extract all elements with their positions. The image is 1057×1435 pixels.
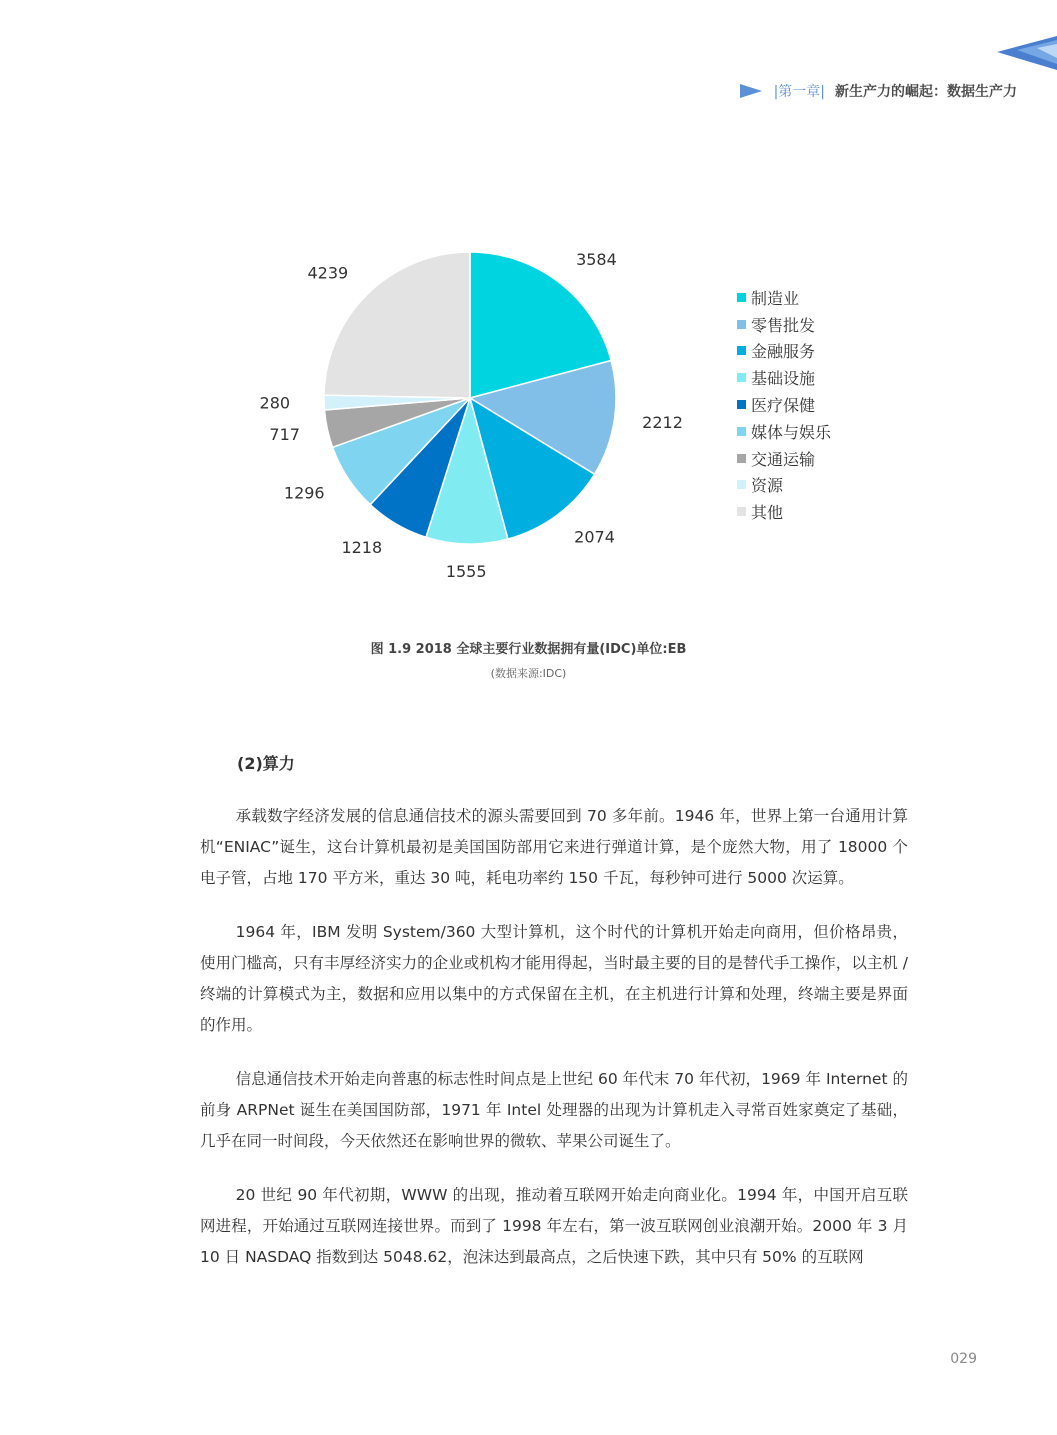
legend-swatch: [737, 400, 746, 409]
corner-decoration: [997, 36, 1057, 72]
pie-chart: [260, 230, 720, 590]
data-label: 717: [269, 424, 300, 444]
data-label: 3584: [576, 250, 617, 270]
legend-item: [737, 338, 831, 365]
page-number: 029: [950, 1351, 977, 1367]
legend-swatch: [737, 454, 746, 463]
section-heading: (2)算力: [237, 754, 295, 773]
page-header: [740, 80, 1017, 102]
chapter-title: 新生产力的崛起：数据生产力: [835, 84, 1017, 100]
data-label: 1218: [341, 538, 383, 558]
paragraph-3: 信息通信技术开始走向普惠的标志性时间点是上世纪 60 年代末 70 年代初，1969 年 Internet 的前身 ARPNet 诞生在美国国防部，1971 年 Intel 处理器的出现为计算机走入寻常百姓家奠定了基础，几乎在同一时间段，今天依然还在影响世界的微软、苹果公司诞生了。: [200, 1070, 908, 1150]
legend-item: [737, 311, 831, 338]
chapter-label: |第一章|: [773, 84, 825, 100]
legend-label: 基础设施: [751, 369, 816, 389]
data-label: 4239: [307, 263, 349, 283]
legend-swatch: [737, 293, 746, 302]
legend-swatch: [737, 480, 746, 489]
data-label: 2212: [642, 413, 683, 433]
figure-caption: 图 1.9 2018 全球主要行业数据拥有量(IDC)单位:EB: [370, 642, 687, 657]
legend-item: [737, 498, 831, 525]
legend-item: [737, 391, 831, 418]
data-label: 280: [260, 393, 291, 413]
legend-label: 媒体与娱乐: [751, 422, 832, 442]
paragraph-1: 承载数字经济发展的信息通信技术的源头需要回到 70 多年前。1946 年，世界上第一台通用计算机“ENIAC”诞生，这台计算机最初是美国国防部用它来进行弹道计算，是个庞然大物，用了 18000 个电子管，占地 170 平方米，重达 30 吨，耗电功率约 150 千瓦，每秒钟可进行 5000 次运算。: [200, 807, 908, 887]
legend-label: 制造业: [751, 288, 800, 308]
legend-swatch: [737, 346, 746, 355]
legend-item: [737, 445, 831, 472]
paragraph-2: 1964 年，IBM 发明 System/360 大型计算机，这个时代的计算机开始走向商用，但价格昂贵，使用门槛高，只有丰厚经济实力的企业或机构才能用得起，当时最主要的目的是替代手工操作，以主机 / 终端的计算模式为主，数据和应用以集中的方式保留在主机，在主机进行计算和处理，终端主要是界面的作用。: [200, 923, 908, 1034]
legend-swatch: [737, 427, 746, 436]
legend-swatch: [737, 373, 746, 382]
legend-swatch: [737, 320, 746, 329]
chart-legend: [737, 284, 831, 525]
legend-label: 其他: [751, 503, 784, 523]
legend-label: 零售批发: [751, 315, 816, 335]
data-label: 1296: [283, 483, 325, 503]
arrow-icon: [740, 84, 762, 98]
figure-source: (数据来源:IDC): [490, 667, 567, 680]
legend-label: 资源: [751, 476, 784, 496]
legend-item: [737, 284, 831, 311]
data-label: 2074: [574, 527, 615, 547]
legend-swatch: [737, 507, 746, 516]
legend-label: 金融服务: [751, 342, 816, 362]
legend-item: [737, 364, 831, 391]
paragraph-4: 20 世纪 90 年代初期，WWW 的出现，推动着互联网开始走向商业化。1994 年，中国开启互联网进程，开始通过互联网连接世界。而到了 1998 年左右，第一波互联网创业浪潮开始。2000 年 3 月 10 日 NASDAQ 指数到达 5048.62，泡沫达到最高点，之后快速下跌，其中只有 50% 的互联网: [200, 1186, 908, 1266]
legend-item: [737, 418, 831, 445]
legend-label: 医疗保健: [751, 396, 816, 416]
legend-item: [737, 472, 831, 499]
data-label: 1555: [445, 561, 487, 581]
legend-label: 交通运输: [751, 449, 816, 469]
